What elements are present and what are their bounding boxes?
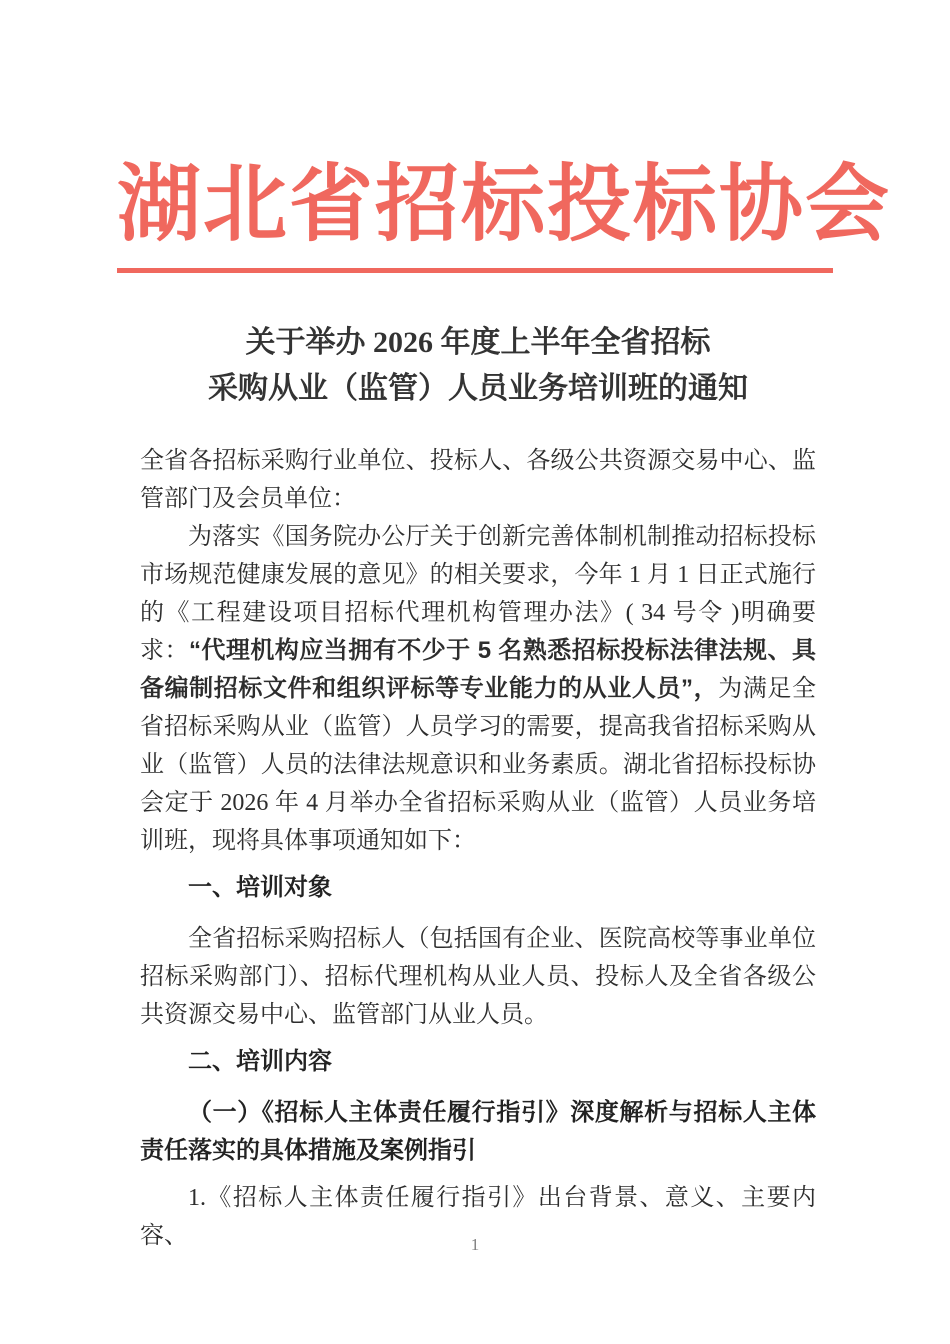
salutation: 全省各招标采购行业单位、投标人、各级公共资源交易中心、监管部门及会员单位： [140,448,816,512]
page-number: 1 [470,1235,480,1254]
intro-paragraph [140,518,816,860]
document-title-line1: 关于举办 2026 年度上半年全省招标 [245,326,711,359]
document-body [140,442,816,1255]
masthead-rule [117,268,833,273]
document-title [140,320,816,412]
intro-run-normal-1: 为落实《国务院办公厅关于创新完善体制机制推动招标投标市场规范健康发展的意见》的相关要求，今年 1 月 1 日正式施行的《工程建设项目招标代理机构管理办法》( 34 号令 )明确要求： [140,524,816,664]
section2-heading: 二、培训内容 [188,1048,332,1075]
masthead [117,156,892,273]
section1-paragraph: 全省招标采购招标人（包括国有企业、医院高校等事业单位招标采购部门）、招标代理机构从业人员、投标人及全省各级公共资源交易中心、监管部门从业人员。 [140,926,816,1028]
document-title-line2: 采购从业（监管）人员业务培训班的通知 [208,372,748,405]
section1-heading: 一、培训对象 [188,874,332,901]
section2-item1-heading: （一）《招标人主体责任履行指引》深度解析与招标人主体责任落实的具体措施及案例指引 [140,1099,816,1164]
page-footer [0,1235,950,1255]
org-name: 湖北省招标投标协会 [117,159,892,252]
section2-item1-point1: 1.《招标人主体责任履行指引》出台背景、意义、主要内容、 [140,1185,816,1249]
intro-run-bold: “代理机构应当拥有不少于 5 名熟悉招标投标法律法规、具备编制招标文件和组织评标等专业能力的从业人员”， [140,637,816,702]
intro-run-normal-2: 为满足全省招标采购从业（监管）人员学习的需要，提高我省招标采购从业（监管）人员的法律法规意识和业务素质。湖北省招标投标协会定于 2026 年 4 月举办全省招标采购从业（监管）人员业务培训班，现将具体事项通知如下： [140,676,817,854]
